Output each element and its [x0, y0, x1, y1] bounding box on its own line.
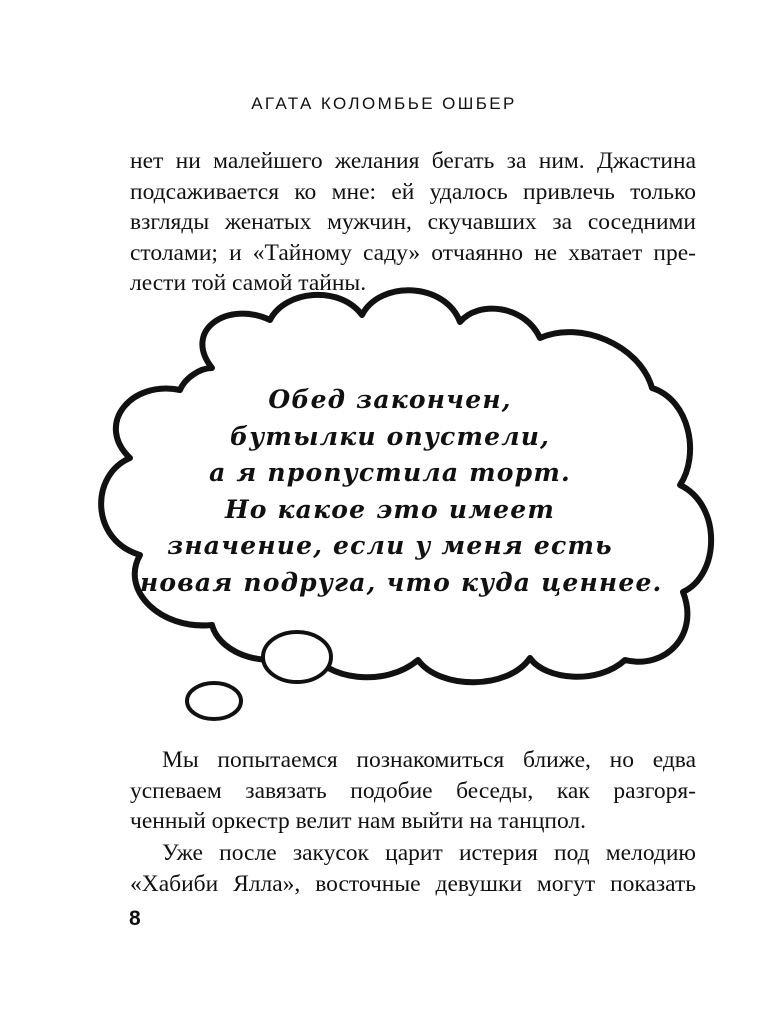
running-head: АГАТА КОЛОМБЬЕ ОШБЕР: [251, 94, 517, 113]
bubble-text: [140, 382, 663, 601]
text-line: подсаживается ко мне: ей удалось привлечь только: [130, 178, 696, 205]
body-paragraph: [130, 838, 696, 899]
small-bubble-large: [263, 632, 331, 682]
bubble-line: а я пропустила торт.: [209, 458, 571, 487]
text-line: столами; и «Тайному саду» отчаянно не хватает пре-: [130, 239, 696, 266]
bubble-line: значение, если у меня есть: [167, 531, 613, 560]
bubble-line: новая подруга, что куда ценнее.: [140, 567, 663, 597]
bubble-line: Обед закончен,: [268, 385, 512, 414]
text-line: лести той самой тайны.: [130, 270, 367, 296]
body-paragraph: [130, 745, 696, 837]
bubble-line: бутылки опустели,: [230, 421, 550, 451]
text-line: взгляды женатых мужчин, скучавших за соседними: [130, 209, 696, 235]
text-line: Мы попытаемся познакомиться ближе, но едва: [162, 747, 696, 773]
text-line: нет ни малейшего желания бегать за ним. Джастина: [130, 148, 696, 174]
text-line: ченный оркестр велит нам выйти на танцпол.: [130, 808, 587, 834]
text-line: «Хабиби Ялла», восточные девушки могут показать: [130, 870, 696, 897]
text-line: успеваем завязать подобие беседы, как разгоря-: [130, 777, 696, 804]
small-bubble-small: [187, 683, 241, 719]
bubble-line: Но какое это имеет: [224, 494, 556, 524]
text-line: Уже после закусок царит истерия под мелодию: [162, 840, 696, 866]
page-number: 8: [129, 907, 141, 930]
